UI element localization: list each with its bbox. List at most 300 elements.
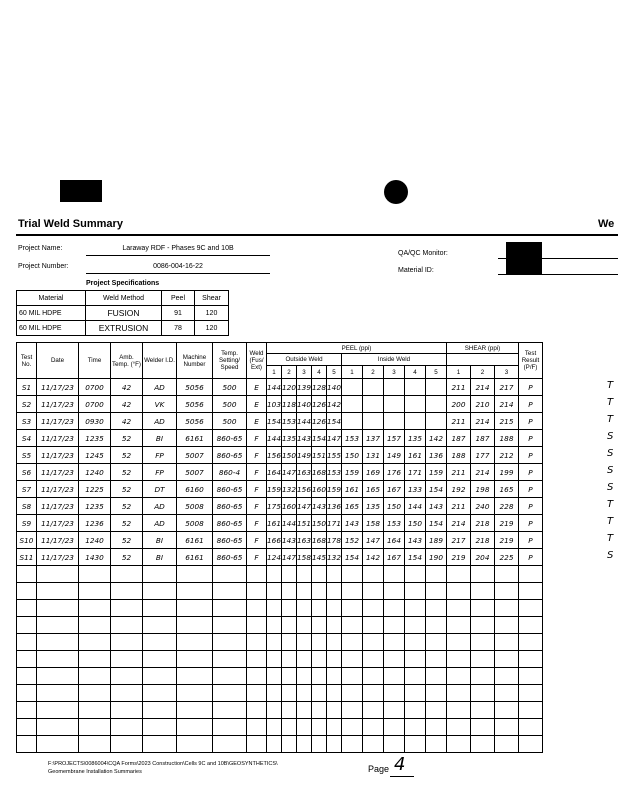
table-cell xyxy=(79,600,111,617)
table-cell xyxy=(342,583,363,600)
header-temp-setting: Temp. Setting/ Speed xyxy=(213,343,247,379)
table-cell: F xyxy=(247,549,267,566)
table-row xyxy=(17,396,543,413)
table-cell: 6161 xyxy=(177,549,213,566)
table-cell: 158 xyxy=(363,515,384,532)
table-row xyxy=(17,413,543,430)
table-cell xyxy=(426,379,447,396)
table-cell xyxy=(143,634,177,651)
table-cell xyxy=(312,634,327,651)
table-cell: 135 xyxy=(363,498,384,515)
table-cell xyxy=(247,600,267,617)
table-cell xyxy=(426,566,447,583)
table-cell xyxy=(297,702,312,719)
table-cell xyxy=(312,600,327,617)
table-cell: 160 xyxy=(312,481,327,498)
table-cell: S3 xyxy=(17,413,37,430)
table-cell xyxy=(405,600,426,617)
table-cell: 171 xyxy=(405,464,426,481)
table-cell: 214 xyxy=(471,379,495,396)
header-peel-in-5: 5 xyxy=(426,366,447,379)
right-edge-mark: S xyxy=(607,465,614,476)
table-cell xyxy=(471,719,495,736)
table-cell xyxy=(342,651,363,668)
table-cell xyxy=(17,736,37,753)
table-cell xyxy=(447,702,471,719)
table-cell xyxy=(297,583,312,600)
table-cell: 188 xyxy=(447,447,471,464)
table-cell: 217 xyxy=(495,379,519,396)
table-cell: 152 xyxy=(342,532,363,549)
table-cell xyxy=(267,651,282,668)
table-cell xyxy=(519,634,543,651)
table-row xyxy=(17,498,543,515)
table-cell xyxy=(384,379,405,396)
table-cell: P xyxy=(519,464,543,481)
table-cell xyxy=(312,617,327,634)
table-cell: 178 xyxy=(327,532,342,549)
table-cell xyxy=(426,685,447,702)
table-cell: P xyxy=(519,515,543,532)
table-cell: 219 xyxy=(495,532,519,549)
table-cell: 168 xyxy=(312,532,327,549)
table-cell xyxy=(405,566,426,583)
table-cell: 143 xyxy=(426,498,447,515)
table-cell: 153 xyxy=(282,413,297,430)
table-cell xyxy=(213,736,247,753)
table-cell xyxy=(111,668,143,685)
table-cell xyxy=(363,566,384,583)
table-cell: 5007 xyxy=(177,447,213,464)
table-cell xyxy=(342,617,363,634)
header-welder-id: Welder I.D. xyxy=(143,343,177,379)
table-cell xyxy=(384,617,405,634)
table-row xyxy=(17,532,543,549)
table-cell xyxy=(405,736,426,753)
table-cell xyxy=(495,566,519,583)
specs-cell: 120 xyxy=(195,321,229,336)
table-cell xyxy=(426,583,447,600)
table-cell xyxy=(405,719,426,736)
table-cell: S10 xyxy=(17,532,37,549)
table-cell xyxy=(384,413,405,430)
title-underline xyxy=(16,234,618,236)
table-cell xyxy=(177,719,213,736)
material-id-line xyxy=(498,274,618,275)
table-cell: 42 xyxy=(111,413,143,430)
page-number: 4 xyxy=(394,754,406,775)
table-cell: 211 xyxy=(447,413,471,430)
table-cell: 133 xyxy=(405,481,426,498)
table-cell: 167 xyxy=(384,549,405,566)
table-cell: 5008 xyxy=(177,515,213,532)
table-cell xyxy=(297,736,312,753)
table-cell: P xyxy=(519,396,543,413)
table-cell: 157 xyxy=(384,430,405,447)
project-number-line xyxy=(86,273,270,274)
table-cell xyxy=(384,634,405,651)
table-cell: 154 xyxy=(405,549,426,566)
table-cell xyxy=(143,719,177,736)
table-cell xyxy=(519,736,543,753)
table-cell xyxy=(405,379,426,396)
table-cell: 214 xyxy=(471,464,495,481)
table-cell xyxy=(79,651,111,668)
table-cell xyxy=(17,685,37,702)
table-cell: 144 xyxy=(282,515,297,532)
table-cell: 156 xyxy=(267,447,282,464)
table-cell: 149 xyxy=(297,447,312,464)
qa-monitor-label: QA/QC Monitor: xyxy=(398,250,448,257)
table-cell xyxy=(267,702,282,719)
table-cell: 156 xyxy=(297,481,312,498)
table-cell xyxy=(312,685,327,702)
table-cell: 500 xyxy=(213,413,247,430)
table-cell: 200 xyxy=(447,396,471,413)
table-cell xyxy=(447,736,471,753)
table-cell xyxy=(177,651,213,668)
table-cell xyxy=(312,566,327,583)
table-cell: 11/17/23 xyxy=(37,447,79,464)
table-cell: 154 xyxy=(426,481,447,498)
table-cell xyxy=(426,651,447,668)
table-cell: 11/17/23 xyxy=(37,498,79,515)
header-inside-weld: Inside Weld xyxy=(342,354,447,366)
table-cell: 211 xyxy=(447,498,471,515)
table-cell: 1430 xyxy=(79,549,111,566)
table-cell xyxy=(247,719,267,736)
table-cell xyxy=(247,685,267,702)
table-cell xyxy=(342,736,363,753)
right-edge-mark: T xyxy=(607,397,614,408)
table-cell xyxy=(405,702,426,719)
table-cell xyxy=(17,634,37,651)
specs-cell: 120 xyxy=(195,306,229,321)
table-cell xyxy=(79,702,111,719)
table-cell: 52 xyxy=(111,498,143,515)
table-cell: 0930 xyxy=(79,413,111,430)
table-cell: 5008 xyxy=(177,498,213,515)
table-cell xyxy=(267,634,282,651)
table-cell xyxy=(282,617,297,634)
table-cell xyxy=(405,651,426,668)
table-cell: 5056 xyxy=(177,379,213,396)
table-cell: P xyxy=(519,532,543,549)
table-cell: 219 xyxy=(495,515,519,532)
table-cell: 860-65 xyxy=(213,532,247,549)
table-cell xyxy=(327,685,342,702)
table-cell: 192 xyxy=(447,481,471,498)
table-cell: 11/17/23 xyxy=(37,430,79,447)
table-cell xyxy=(79,736,111,753)
table-row xyxy=(17,515,543,532)
table-cell xyxy=(327,617,342,634)
table-cell xyxy=(37,668,79,685)
table-cell: 52 xyxy=(111,430,143,447)
specs-cell: EXTRUSION xyxy=(86,321,162,336)
table-cell: 166 xyxy=(267,532,282,549)
page-number-line xyxy=(390,776,414,777)
table-cell: BI xyxy=(143,430,177,447)
table-cell xyxy=(363,736,384,753)
table-cell xyxy=(342,396,363,413)
table-cell: 144 xyxy=(405,498,426,515)
right-edge-mark: T xyxy=(607,414,614,425)
table-cell: 136 xyxy=(426,447,447,464)
table-cell: 165 xyxy=(495,481,519,498)
table-cell xyxy=(177,702,213,719)
footer-path-line2: Geomembrane Installation Summaries xyxy=(48,769,142,775)
table-cell xyxy=(143,651,177,668)
table-cell: 147 xyxy=(282,549,297,566)
material-id-label: Material ID: xyxy=(398,267,434,274)
specs-cell: 78 xyxy=(162,321,195,336)
table-cell xyxy=(426,702,447,719)
table-cell: 199 xyxy=(495,464,519,481)
right-edge-mark: S xyxy=(607,431,614,442)
table-cell xyxy=(327,583,342,600)
table-cell: 11/17/23 xyxy=(37,532,79,549)
table-cell xyxy=(384,668,405,685)
table-cell xyxy=(327,566,342,583)
right-edge-mark: T xyxy=(607,380,614,391)
table-cell xyxy=(471,583,495,600)
table-cell: 149 xyxy=(384,447,405,464)
table-cell xyxy=(282,719,297,736)
table-cell xyxy=(426,719,447,736)
table-cell xyxy=(447,634,471,651)
table-cell xyxy=(111,651,143,668)
table-cell xyxy=(519,702,543,719)
table-cell: 11/17/23 xyxy=(37,549,79,566)
table-cell xyxy=(471,600,495,617)
table-cell xyxy=(312,736,327,753)
header-machine-number: Machine Number xyxy=(177,343,213,379)
table-cell xyxy=(213,566,247,583)
specs-title: Project Specifications xyxy=(86,280,160,287)
table-cell: S4 xyxy=(17,430,37,447)
table-cell xyxy=(363,600,384,617)
table-cell xyxy=(297,634,312,651)
table-cell xyxy=(384,685,405,702)
table-cell xyxy=(297,617,312,634)
table-cell xyxy=(247,617,267,634)
table-row xyxy=(17,549,543,566)
table-cell xyxy=(282,634,297,651)
right-edge-mark: T xyxy=(607,499,614,510)
table-cell xyxy=(342,685,363,702)
table-row xyxy=(17,464,543,481)
table-cell: S11 xyxy=(17,549,37,566)
header-shear-spacer xyxy=(447,354,519,366)
table-cell xyxy=(495,702,519,719)
table-cell xyxy=(143,566,177,583)
redaction-box-qa xyxy=(506,242,542,274)
table-cell xyxy=(363,651,384,668)
redaction-box-top xyxy=(60,180,102,202)
table-cell: 190 xyxy=(426,549,447,566)
table-cell xyxy=(37,702,79,719)
table-cell: 135 xyxy=(405,430,426,447)
table-cell xyxy=(267,600,282,617)
table-row xyxy=(17,430,543,447)
header-peel-in-2: 2 xyxy=(363,366,384,379)
header-peel-out-4: 4 xyxy=(312,366,327,379)
right-edge-mark: S xyxy=(607,482,614,493)
table-cell xyxy=(312,651,327,668)
table-cell: 187 xyxy=(471,430,495,447)
table-cell xyxy=(495,668,519,685)
table-cell: AD xyxy=(143,515,177,532)
table-cell xyxy=(426,396,447,413)
empty-table-row xyxy=(17,566,543,583)
table-cell xyxy=(37,600,79,617)
table-cell xyxy=(267,719,282,736)
table-cell xyxy=(519,566,543,583)
table-cell: 177 xyxy=(471,447,495,464)
table-cell: 210 xyxy=(471,396,495,413)
page-label: Page xyxy=(368,764,390,774)
table-cell: 147 xyxy=(297,498,312,515)
table-row xyxy=(17,481,543,498)
table-cell: 161 xyxy=(342,481,363,498)
table-cell xyxy=(177,617,213,634)
table-cell: 165 xyxy=(363,481,384,498)
table-cell xyxy=(297,651,312,668)
table-cell: S2 xyxy=(17,396,37,413)
table-cell: 198 xyxy=(471,481,495,498)
punch-hole xyxy=(384,180,408,204)
table-cell: BI xyxy=(143,532,177,549)
specs-cell: 60 MIL HDPE xyxy=(17,306,86,321)
table-cell: AD xyxy=(143,498,177,515)
table-cell: 159 xyxy=(327,481,342,498)
table-cell xyxy=(297,668,312,685)
table-cell xyxy=(17,583,37,600)
table-cell: 219 xyxy=(447,549,471,566)
table-cell: F xyxy=(247,515,267,532)
table-cell xyxy=(405,685,426,702)
table-cell xyxy=(495,685,519,702)
table-cell: 171 xyxy=(327,515,342,532)
table-cell xyxy=(327,668,342,685)
table-cell xyxy=(143,685,177,702)
table-cell xyxy=(426,736,447,753)
table-cell xyxy=(247,566,267,583)
specs-header-peel: Peel xyxy=(162,291,195,306)
header-weld-type: Weld (Fus/ Ext) xyxy=(247,343,267,379)
table-cell xyxy=(384,719,405,736)
table-cell xyxy=(143,617,177,634)
table-cell: 204 xyxy=(471,549,495,566)
table-cell xyxy=(143,600,177,617)
table-cell xyxy=(495,583,519,600)
table-cell: 150 xyxy=(342,447,363,464)
table-cell: 143 xyxy=(282,532,297,549)
table-cell xyxy=(177,685,213,702)
table-cell: 164 xyxy=(384,532,405,549)
header-peel-in-4: 4 xyxy=(405,366,426,379)
table-cell xyxy=(111,719,143,736)
table-cell: 140 xyxy=(297,396,312,413)
table-cell: 147 xyxy=(282,464,297,481)
table-cell: 163 xyxy=(297,464,312,481)
table-cell xyxy=(267,566,282,583)
table-cell xyxy=(447,651,471,668)
table-cell: 140 xyxy=(327,379,342,396)
table-cell: BI xyxy=(143,549,177,566)
table-cell xyxy=(37,685,79,702)
table-cell xyxy=(519,668,543,685)
table-cell xyxy=(17,702,37,719)
table-cell: 860-65 xyxy=(213,481,247,498)
table-cell: 169 xyxy=(363,464,384,481)
table-cell: 860-65 xyxy=(213,515,247,532)
table-cell: DT xyxy=(143,481,177,498)
table-cell xyxy=(447,583,471,600)
table-cell xyxy=(447,668,471,685)
table-cell: 42 xyxy=(111,396,143,413)
table-cell xyxy=(267,736,282,753)
table-cell xyxy=(111,583,143,600)
table-cell xyxy=(384,396,405,413)
table-cell xyxy=(79,634,111,651)
table-cell: 211 xyxy=(447,464,471,481)
table-cell: 214 xyxy=(471,413,495,430)
table-cell: 860-65 xyxy=(213,498,247,515)
table-cell xyxy=(471,634,495,651)
table-cell xyxy=(111,736,143,753)
table-cell: 132 xyxy=(327,549,342,566)
table-cell: P xyxy=(519,430,543,447)
table-cell: 150 xyxy=(312,515,327,532)
table-cell xyxy=(177,668,213,685)
table-cell: F xyxy=(247,447,267,464)
table-cell: 11/17/23 xyxy=(37,515,79,532)
table-cell: 1235 xyxy=(79,430,111,447)
table-cell xyxy=(384,702,405,719)
table-cell xyxy=(519,719,543,736)
table-cell: 167 xyxy=(384,481,405,498)
table-cell: 5056 xyxy=(177,396,213,413)
header-date: Date xyxy=(37,343,79,379)
table-cell: 139 xyxy=(297,379,312,396)
table-cell: 144 xyxy=(267,430,282,447)
table-cell xyxy=(327,634,342,651)
table-cell xyxy=(79,685,111,702)
table-cell: 215 xyxy=(495,413,519,430)
header-shear-2: 2 xyxy=(471,366,495,379)
header-time: Time xyxy=(79,343,111,379)
table-cell xyxy=(342,634,363,651)
table-cell xyxy=(17,668,37,685)
table-cell xyxy=(519,583,543,600)
table-cell: 211 xyxy=(447,379,471,396)
table-cell xyxy=(17,651,37,668)
header-peel: PEEL (ppi) xyxy=(267,343,447,354)
table-cell: 1245 xyxy=(79,447,111,464)
table-cell: 150 xyxy=(384,498,405,515)
table-cell: P xyxy=(519,413,543,430)
table-cell: E xyxy=(247,379,267,396)
header-shear-1: 1 xyxy=(447,366,471,379)
trial-weld-table xyxy=(16,342,543,753)
table-cell xyxy=(213,583,247,600)
table-cell xyxy=(282,566,297,583)
table-cell xyxy=(111,702,143,719)
table-cell xyxy=(342,566,363,583)
table-cell xyxy=(267,617,282,634)
